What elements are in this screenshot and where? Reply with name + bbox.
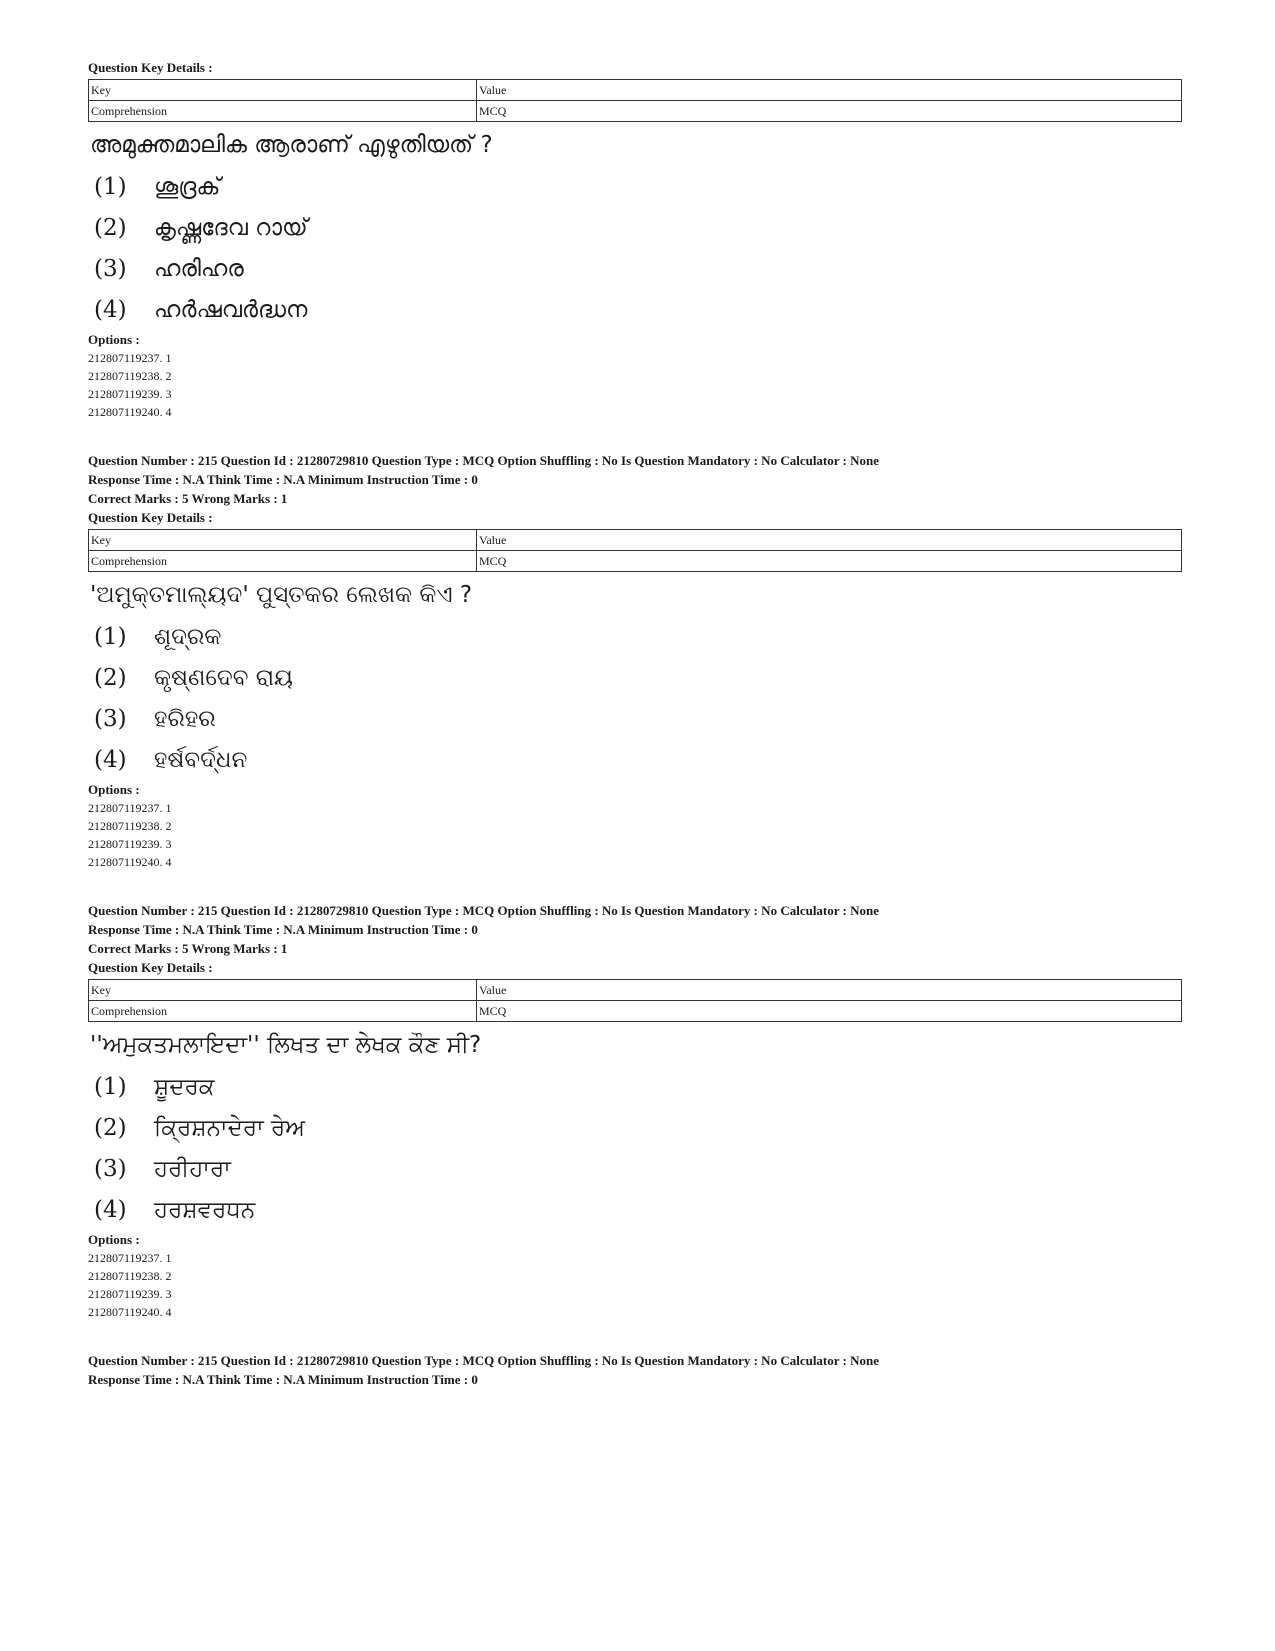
option-ids xyxy=(88,799,1188,871)
option-id: 212807119237. 1 xyxy=(88,1251,172,1265)
table-cell-key: Comprehension xyxy=(89,1001,477,1022)
option-text: ഹരിഹര xyxy=(154,255,244,282)
meta-line: Response Time : N.A Think Time : N.A Minimum Instruction Time : 0 xyxy=(88,922,478,937)
options-label: Options : xyxy=(88,332,140,347)
option-text: ହର୍ଷବର୍ଦ୍ଧନ xyxy=(154,746,248,773)
key-details-table xyxy=(88,79,1182,122)
list-item xyxy=(88,1148,1188,1189)
meta-line: Response Time : N.A Think Time : N.A Minimum Instruction Time : 0 xyxy=(88,1372,478,1387)
option-id: 212807119237. 1 xyxy=(88,801,172,815)
meta-line: Question Number : 215 Question Id : 21280729810 Question Type : MCQ Option Shuffling : No Is Question Mandatory : No Calculator : None xyxy=(88,1353,880,1368)
option-id: 212807119239. 3 xyxy=(88,1287,172,1301)
table-cell-key: Comprehension xyxy=(89,551,477,572)
table-header-key: Key xyxy=(89,530,477,551)
key-details-table xyxy=(88,979,1182,1022)
table-row xyxy=(89,980,1182,1001)
option-text: ശൂദ്രക് xyxy=(154,173,221,200)
option-number: (2) xyxy=(94,1114,127,1141)
option-id: 212807119240. 4 xyxy=(88,1305,172,1319)
list-item xyxy=(88,739,1188,780)
option-id: 212807119237. 1 xyxy=(88,351,172,365)
question-section-punjabi xyxy=(88,901,1188,1321)
table-header-value: Value xyxy=(477,530,1182,551)
option-number: (2) xyxy=(94,664,127,691)
table-header-key: Key xyxy=(89,980,477,1001)
option-ids xyxy=(88,1249,1188,1321)
option-text: കൃഷ്ണദേവ റായ് xyxy=(154,214,308,241)
table-row xyxy=(89,101,1182,122)
table-row xyxy=(89,551,1182,572)
list-item xyxy=(88,1107,1188,1148)
question-text: അമുക്തമാലിക ആരാണ് എഴുതിയത് ? xyxy=(90,132,493,158)
table-header-key: Key xyxy=(89,80,477,101)
option-number: (4) xyxy=(94,1196,127,1223)
list-item xyxy=(88,1066,1188,1107)
option-text: ਸ਼ੂਦਰਕ xyxy=(154,1073,215,1100)
option-number: (1) xyxy=(94,1073,127,1100)
option-text: ਹਰਸ਼ਵਰਧਨ xyxy=(154,1196,256,1223)
option-text: ഹർഷവർദ്ധന xyxy=(154,296,308,323)
option-id: 212807119239. 3 xyxy=(88,837,172,851)
list-item xyxy=(88,616,1188,657)
option-number: (3) xyxy=(94,705,127,732)
list-item xyxy=(88,657,1188,698)
option-text: କୃଷ୍ଣଦେବ ରାୟ xyxy=(154,664,293,691)
key-details-table xyxy=(88,529,1182,572)
table-cell-value: MCQ xyxy=(477,101,1182,122)
option-text: ਕ੍ਰਿਸ਼ਨਾਦੇਰਾ ਰੇਅ xyxy=(154,1114,306,1141)
option-id: 212807119238. 2 xyxy=(88,369,172,383)
meta-line: Response Time : N.A Think Time : N.A Minimum Instruction Time : 0 xyxy=(88,472,478,487)
options-label: Options : xyxy=(88,782,140,797)
option-number: (1) xyxy=(94,173,127,200)
list-item xyxy=(88,207,1188,248)
option-number: (4) xyxy=(94,746,127,773)
question-section-odia xyxy=(88,451,1188,871)
key-details-label: Question Key Details : xyxy=(88,60,213,75)
options-label: Options : xyxy=(88,1232,140,1247)
option-ids xyxy=(88,349,1188,421)
table-row xyxy=(89,80,1182,101)
option-text: ਹਰੀਹਾਰਾ xyxy=(154,1155,231,1182)
key-details-label: Question Key Details : xyxy=(88,960,213,975)
option-number: (3) xyxy=(94,1155,127,1182)
options-list xyxy=(88,166,1188,330)
options-list xyxy=(88,616,1188,780)
list-item xyxy=(88,289,1188,330)
option-number: (3) xyxy=(94,255,127,282)
table-cell-value: MCQ xyxy=(477,1001,1182,1022)
option-text: ଶୂଦ୍ରକ xyxy=(154,623,222,650)
option-id: 212807119240. 4 xyxy=(88,855,172,869)
question-meta-footer xyxy=(88,1351,1188,1389)
option-text: ହରିହର xyxy=(154,705,216,732)
table-header-value: Value xyxy=(477,980,1182,1001)
key-details-label: Question Key Details : xyxy=(88,510,213,525)
table-cell-value: MCQ xyxy=(477,551,1182,572)
options-list xyxy=(88,1066,1188,1230)
marks-line: Correct Marks : 5 Wrong Marks : 1 xyxy=(88,941,288,956)
question-meta xyxy=(88,451,1188,489)
list-item xyxy=(88,166,1188,207)
option-id: 212807119238. 2 xyxy=(88,1269,172,1283)
list-item xyxy=(88,1189,1188,1230)
question-text: 'ଅମୁକ୍ତମାଲ୍ୟଦ' ପୁସ୍ତକର ଲେଖକ କିଏ ? xyxy=(90,582,473,608)
list-item xyxy=(88,248,1188,289)
option-id: 212807119240. 4 xyxy=(88,405,172,419)
table-row xyxy=(89,1001,1182,1022)
meta-line: Question Number : 215 Question Id : 21280729810 Question Type : MCQ Option Shuffling : No Is Question Mandatory : No Calculator : None xyxy=(88,903,880,918)
question-text: ''ਅਮੁਕਤਮਲਾਇਦਾ'' ਲਿਖਤ ਦਾ ਲੇਖਕ ਕੌਣ ਸੀ? xyxy=(90,1032,482,1058)
option-id: 212807119238. 2 xyxy=(88,819,172,833)
document-page xyxy=(88,58,1188,1389)
option-number: (4) xyxy=(94,296,127,323)
option-id: 212807119239. 3 xyxy=(88,387,172,401)
marks-line: Correct Marks : 5 Wrong Marks : 1 xyxy=(88,491,288,506)
meta-line: Question Number : 215 Question Id : 21280729810 Question Type : MCQ Option Shuffling : No Is Question Mandatory : No Calculator : None xyxy=(88,453,880,468)
list-item xyxy=(88,698,1188,739)
table-cell-key: Comprehension xyxy=(89,101,477,122)
question-section-malayalam xyxy=(88,58,1188,421)
option-number: (2) xyxy=(94,214,127,241)
question-meta xyxy=(88,901,1188,939)
table-row xyxy=(89,530,1182,551)
option-number: (1) xyxy=(94,623,127,650)
table-header-value: Value xyxy=(477,80,1182,101)
